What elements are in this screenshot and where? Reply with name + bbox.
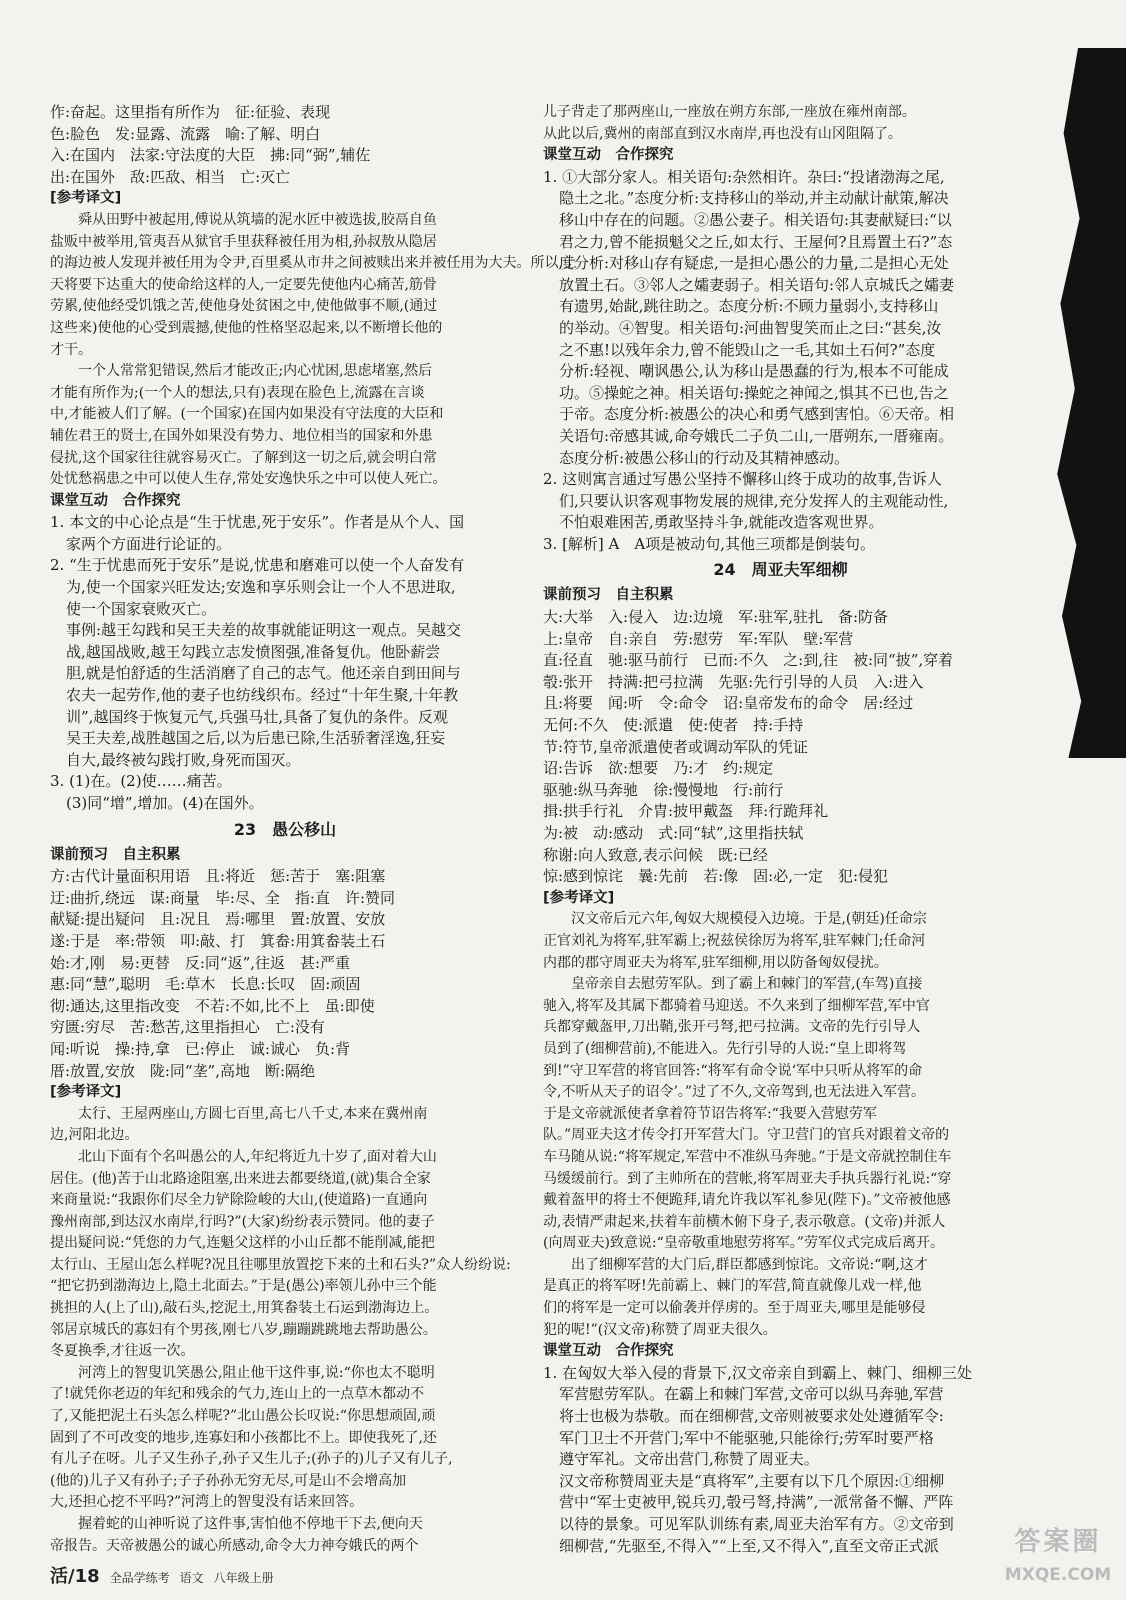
answer-line: 自大,最终被勾践打败,身死而国灭。 bbox=[66, 750, 301, 769]
section-heading: 课堂互动 合作探究 bbox=[50, 492, 181, 509]
translation-line: 北山下面有个名叫愚公的人,年纪将近九十岁了,面对着大山 bbox=[50, 1148, 437, 1165]
text-line: 惠:同“慧”,聪明 毛:草木 长息:长叹 固:顽固 bbox=[50, 975, 361, 994]
translation-line: 员到了(细柳营前),不能进入。先行引导的人说:“皇上即将驾 bbox=[543, 1040, 907, 1057]
text-line: 为:被 动:感动 式:同“轼”,这里指扶轼 bbox=[543, 824, 804, 842]
torn-page-edge bbox=[1046, 48, 1126, 758]
answer-line: 分析:轻视、嘲讽愚公,认为移山是愚蠢的行为,根本不可能成 bbox=[559, 362, 949, 381]
answer-line: 关语句:帝感其诚,命夸娥氏二子负二山,一厝朔东,一厝雍南。 bbox=[559, 426, 954, 445]
translation-line: 天将要下达重大的使命给这样的人,一定要先使他内心痛苦,筋骨 bbox=[50, 276, 437, 293]
watermark-bottom: MXQE.COM bbox=[1004, 1565, 1112, 1585]
translation-line: (他的)儿子又有孙子;子子孙孙无穷无尽,可是山不会增高加 bbox=[50, 1472, 407, 1489]
page-number bbox=[50, 1562, 100, 1588]
text-line: 2. 这则寓言通过写愚公坚持不懈移山终于成功的故事,告诉人 bbox=[543, 470, 942, 489]
answer-line: 不怕艰难困苦,勇敢坚持斗争,就能改造客观世界。 bbox=[559, 513, 884, 532]
text-line: 称谢:向人致意,表示问候 既:已经 bbox=[543, 845, 768, 864]
watermark-top: 答案圈 bbox=[1014, 1527, 1102, 1557]
text-line: 出:在国外 敌:匹敌、相当 亡:灭亡 bbox=[50, 167, 291, 186]
answer-line: (3)同“增”,增加。(4)在国外。 bbox=[66, 794, 264, 812]
translation-line: 了!就凭你老迈的年纪和残余的气力,连山上的一点草木都动不 bbox=[50, 1386, 425, 1403]
translation-line: 固到了不可改变的地步,连寡妇和小孩都比不上。即使我死了,还 bbox=[50, 1429, 437, 1446]
answer-line: 使一个国家衰败灭亡。 bbox=[66, 599, 217, 618]
text-line: 驱驰:纵马奔驰 徐:慢慢地 行:前行 bbox=[543, 780, 784, 799]
answer-line: 有遗男,始龀,跳往助之。态度分析:不顾力量弱小,支持移山 bbox=[559, 297, 939, 316]
translation-line: 提出疑问说:“凭您的力气,连魁父这样的小山丘都不能削减,能把 bbox=[50, 1235, 435, 1252]
section-heading: 课前预习 自主积累 bbox=[50, 846, 181, 863]
translation-line: 于是文帝就派使者拿着符节诏告将军:“我要入营慰劳军 bbox=[543, 1105, 877, 1122]
answer-line: 们,只要认识客观事物发展的规律,充分发挥人的主观能动性, bbox=[559, 491, 949, 510]
section-heading: 课堂互动 合作探究 bbox=[543, 147, 674, 164]
translation-line: 太行、王屋两座山,方圆七百里,高七八千丈,本来在冀州南 bbox=[50, 1105, 428, 1122]
answer-line: 军门卫士不开营门;军中不能驱驰,只能徐行;劳军时要严格 bbox=[559, 1428, 934, 1447]
section-heading: 课前预习 自主积累 bbox=[543, 587, 674, 604]
translation-line: 握着蛇的山神听说了这件事,害怕他不停地干下去,便向天 bbox=[50, 1516, 423, 1532]
translation-line: 侵扰,这个国家往往就容易灭亡。了解到这一切之后,就会明白常 bbox=[50, 449, 437, 466]
text-line: 彻:通达,这里指改变 不若:不如,比不上 虽:即使 bbox=[50, 996, 375, 1015]
translation-line: 犯的呢!”(汉文帝)称赞了周亚夫很久。 bbox=[543, 1321, 777, 1338]
text-line: 惊:感到惊诧 曩:先前 若:像 固:必,一定 犯:侵犯 bbox=[543, 867, 889, 886]
answer-line: 营中“军士吏被甲,锐兵刃,彀弓弩,持满”,一派常备不懈、严阵 bbox=[559, 1493, 954, 1512]
page-footer bbox=[50, 1562, 274, 1588]
text-line: 彀:张开 持满:把弓拉满 先驱:先行引导的人员 入:进入 bbox=[543, 672, 924, 691]
answer-line: 功。⑤操蛇之神。相关语句:操蛇之神闻之,惧其不已也,告之 bbox=[559, 383, 949, 402]
translation-line: 帝报告。天帝被愚公的诚心所感动,命令大力神夸娥氏的两个 bbox=[50, 1537, 419, 1554]
right-column bbox=[543, 102, 1018, 1557]
answer-line: 君之力,曾不能损魁父之丘,如太行、王屋何?且焉置土石?”态 bbox=[559, 232, 953, 251]
text-line: 献疑:提出疑问 且:况且 焉:哪里 置:放置、安放 bbox=[50, 910, 386, 929]
page-number-value: 18 bbox=[74, 1566, 100, 1587]
translation-line: 是真正的将军呀!先前霸上、棘门的军营,简直就像儿戏一样,他 bbox=[543, 1278, 922, 1295]
answer-line: 隐土之北。”态度分析:支持移山的举动,并主动献计献策,解决 bbox=[559, 189, 949, 208]
text-line: 始:才,刚 易:更替 反:同“返”,往返 甚:严重 bbox=[50, 953, 351, 972]
left-column bbox=[50, 102, 577, 1557]
translation-line: 才干。 bbox=[50, 341, 92, 358]
translation-line: 太行山、王屋山怎么样呢?况且往哪里放置挖下来的土和石头?”众人纷纷说: bbox=[50, 1256, 511, 1273]
translation-line: 盐贩中被举用,管夷吾从狱官手里获释被任用为相,孙叔敖从隐居 bbox=[50, 233, 437, 250]
translation-line: 驰入,将军及其属下都骑着马迎送。不久来到了细柳军营,军中官 bbox=[543, 997, 930, 1014]
answer-line: 家两个方面进行论证的。 bbox=[66, 534, 232, 553]
answer-line: 训”,越国终于恢复元气,兵强马壮,具备了复仇的条件。反观 bbox=[66, 707, 448, 726]
text-line: 色:脸色 发:显露、流露 喻:了解、明白 bbox=[50, 124, 321, 143]
text-line: 迂:曲折,绕远 谋:商量 毕:尽、全 指:直 许:赞同 bbox=[50, 888, 396, 907]
translation-line: 皇帝亲自去慰劳军队。到了霸上和棘门的军营,(车驾)直接 bbox=[543, 976, 923, 993]
section-heading: [参考译文] bbox=[50, 190, 122, 207]
answer-line: 遵守军礼。文帝出营门,称赞了周亚夫。 bbox=[559, 1450, 819, 1469]
section-heading: [参考译文] bbox=[543, 889, 615, 906]
translation-line: 有儿子在呀。儿子又生孙子,孙子又生儿子;(孙子的)儿子又有儿子, bbox=[50, 1451, 453, 1468]
translation-line: 儿子背走了那两座山,一座放在朔方东部,一座放在雍州南部。 bbox=[543, 104, 916, 120]
translation-line: 动,表情严肃起来,扶着车前横木俯下身子,表示敬意。(文帝)并派人 bbox=[543, 1213, 946, 1230]
text-line: 作:奋起。这里指有所作为 征:征验、表现 bbox=[50, 103, 331, 121]
text-line: 上:皇帝 自:亲自 劳:慰劳 军:军队 壁:军营 bbox=[543, 629, 854, 648]
translation-line: 汉文帝后元六年,匈奴大规模侵入边境。于是,(朝廷)任命宗 bbox=[543, 911, 927, 928]
translation-line: 大,还担心挖不平吗?”河湾上的智叟没有话来回答。 bbox=[50, 1494, 364, 1511]
translation-line: “把它扔到渤海边上,隐土北面去。”于是(愚公)率领儿孙中三个能 bbox=[50, 1278, 437, 1295]
answer-line: 农夫一起劳作,他的妻子也纺线织布。经过“十年生聚,十年教 bbox=[66, 686, 459, 705]
translation-line: 劳累,使他经受饥饿之苦,使他身处贫困之中,使他做事不顺,(通过 bbox=[50, 298, 438, 315]
translation-line: 居住。(他)苦于山北路途阻塞,出来进去都要绕道,(就)集合全家 bbox=[50, 1170, 431, 1187]
translation-line: 们的将军是一定可以偷袭并俘虏的。至于周亚夫,哪里是能够侵 bbox=[543, 1300, 926, 1317]
translation-line: 中,才能被人们了解。(一个国家)在国内如果没有守法度的大臣和 bbox=[50, 406, 444, 423]
text-line: 穷匮:穷尽 苦:愁苦,这里指担心 亡:没有 bbox=[50, 1018, 325, 1037]
translation-line: 邻居京城氏的寡妇有个男孩,刚七八岁,蹦蹦跳跳地去帮助愚公。 bbox=[50, 1321, 437, 1338]
answer-line: 战,越国战败,越王勾践立志发愤图强,准备复仇。他卧薪尝 bbox=[66, 642, 441, 661]
translation-line: 车马随从说:“将军规定,军营中不准纵马奔驰。”于是文帝就控制住车 bbox=[543, 1148, 952, 1165]
answer-line: 胆,就是怕舒适的生活消磨了自己的志气。他还亲自到田间与 bbox=[66, 664, 461, 683]
translation-line: 从此以后,冀州的南部直到汉水南岸,再也没有山冈阻隔了。 bbox=[543, 125, 902, 142]
answer-line: 移山中存在的问题。②愚公妻子。相关语句:其妻献疑曰:“以 bbox=[559, 210, 952, 229]
translation-line: 才能有所作为;(一个人的想法,只有)表现在脸色上,流露在言谈 bbox=[50, 384, 425, 401]
answer-line: 事例:越王勾践和吴王夫差的故事就能证明这一观点。吴越交 bbox=[66, 621, 462, 640]
text-line: 节:符节,皇帝派遣使者或调动军队的凭证 bbox=[543, 737, 808, 756]
answer-line: 之不惠!以残年余力,曾不能毁山之一毛,其如土石何?”态度 bbox=[559, 340, 936, 359]
text-line: 直:径直 驰:驱马前行 已而:不久 之:到,往 被:同“披”,穿着 bbox=[543, 651, 954, 670]
grade: 八年级上册 bbox=[213, 1571, 274, 1585]
text-line: 大:大举 入:侵入 边:边境 军:驻军,驻扎 备:防备 bbox=[543, 608, 889, 627]
translation-line: 冬夏换季,才往返一次。 bbox=[50, 1343, 195, 1360]
answer-line: 汉文帝称赞周亚夫是“真将军”,主要有以下几个原因:①细柳 bbox=[559, 1471, 945, 1490]
subject: 语文 bbox=[179, 1571, 204, 1585]
translation-line: 舜从田野中被起用,傅说从筑墙的泥水匠中被选拔,胶鬲自鱼 bbox=[50, 211, 437, 228]
text-line: 无何:不久 使:派遣 使:使者 持:手持 bbox=[543, 716, 804, 735]
translation-line: 这些来)使他的心受到震撼,使他的性格坚忍起来,以不断增长他的 bbox=[50, 319, 443, 336]
translation-line: 正官刘礼为将军,驻军霸上;祝兹侯徐厉为将军,驻军棘门;任命河 bbox=[543, 932, 926, 949]
text-line: 揖:拱手行礼 介胄:披甲戴盔 拜:行跪拜礼 bbox=[543, 802, 829, 821]
translation-line: 辅佐君王的贤士,在国外如果没有势力、地位相当的国家和外患 bbox=[50, 427, 433, 444]
translation-line: 一个人常常犯错误,然后才能改正;内心忧困,思虑堵塞,然后 bbox=[50, 363, 433, 380]
translation-line: 挑担的人(上了山),敲石头,挖泥土,用箕畚装土石运到渤海边上。 bbox=[50, 1300, 439, 1317]
text-line: 1. ①大部分家人。相关语句:杂然相许。杂曰:“投诸渤海之尾, bbox=[543, 167, 945, 186]
watermark-logo bbox=[996, 1520, 1120, 1596]
text-line: 1. 在匈奴大举入侵的背景下,汉文帝亲自到霸上、棘门、细柳三处 bbox=[543, 1363, 972, 1382]
section-heading: 课堂互动 合作探究 bbox=[543, 1343, 674, 1360]
translation-line: 队。”周亚夫这才传令打开军营大门。守卫营门的官兵对跟着文帝的 bbox=[543, 1127, 950, 1144]
translation-line: 马缓缓前行。到了主帅所在的营帐,将军周亚夫手执兵器行礼说:“穿 bbox=[543, 1170, 952, 1187]
answer-line: 度分析:对移山存有疑虑,一是担心愚公的力量,二是担心无处 bbox=[559, 254, 949, 273]
translation-line: 内郡的郡守周亚夫为将军,驻军细柳,用以防备匈奴侵扰。 bbox=[543, 954, 888, 971]
answer-line: 以待的景象。可见军队训练有素,周亚夫治军有方。②文帝到 bbox=[559, 1515, 954, 1533]
answer-line: 于帝。态度分析:被愚公的决心和勇气感到害怕。⑥天帝。相 bbox=[559, 405, 955, 424]
translation-line: 了,又能把泥土石头怎么样呢?”北山愚公长叹说:“你思想顽固,顽 bbox=[50, 1408, 436, 1425]
text-line: 3. (1)在。(2)使……痛苦。 bbox=[50, 772, 232, 791]
answer-line: 为,使一个国家兴旺发达;安逸和享乐则会让一个人不思进取, bbox=[66, 578, 456, 597]
text-line: 闻:听说 操:持,拿 已:停止 诚:诚心 负:背 bbox=[50, 1039, 351, 1058]
text-line: 且:将要 闻:听 令:命令 诏:皇帝发布的命令 居:经过 bbox=[543, 694, 914, 713]
text-line: 诏:告诉 欲:想要 乃:才 约:规定 bbox=[543, 759, 774, 778]
answer-line: 细柳营,“先驱至,不得入”“上至,又不得入”,直至文帝正式派 bbox=[559, 1536, 939, 1555]
answer-line: 的举动。④智叟。相关语句:河曲智叟笑而止之曰:“甚矣,汝 bbox=[559, 318, 942, 337]
section-heading: [参考译文] bbox=[50, 1084, 122, 1101]
translation-line: 边,河阳北边。 bbox=[50, 1127, 139, 1144]
text-line: 厝:放置,安放 陇:同“垄”,高地 断:隔绝 bbox=[50, 1061, 316, 1080]
text-line: 入:在国内 法家:守法度的大臣 拂:同“弼”,辅佐 bbox=[50, 146, 371, 165]
translation-line: 戴着盔甲的将士不便跪拜,请允许我以军礼参见(陛下)。”文帝被他感 bbox=[543, 1192, 951, 1209]
translation-line: 兵都穿戴盔甲,刀出鞘,张开弓弩,把弓拉满。文帝的先行引导人 bbox=[543, 1019, 921, 1036]
translation-line: 来商量说:“我跟你们尽全力铲除险峻的大山,(使道路)一直通向 bbox=[50, 1192, 428, 1209]
translation-line: 令,不听从天子的诏令’。”过了不久,文帝驾到,也无法进入军营。 bbox=[543, 1084, 925, 1101]
book-name: 全品学练考 bbox=[109, 1571, 170, 1585]
answer-line: 放置土石。③邻人之孀妻弱子。相关语句:邻人京城氏之孀妻 bbox=[559, 275, 955, 294]
text-line: 3. [解析] A A项是被动句,其他三项都是倒装句。 bbox=[543, 534, 875, 553]
answer-line: 将士也极为恭敬。而在细柳营,文帝则被要求处处遵循军令: bbox=[559, 1407, 944, 1426]
page-prefix: 活/ bbox=[50, 1566, 75, 1587]
translation-line: 出了细柳军营的大门后,群臣都感到惊诧。文帝说:“啊,这才 bbox=[543, 1256, 928, 1273]
text-line: 遂:于是 率:带领 叩:敲、打 箕畚:用箕畚装土石 bbox=[50, 931, 386, 950]
translation-line: (向周亚夫)致意说:“皇帝敬重地慰劳将军。”劳军仪式完成后离开。 bbox=[543, 1235, 944, 1252]
answer-line: 军营慰劳军队。在霸上和棘门军营,文帝可以纵马奔驰,军营 bbox=[559, 1385, 944, 1404]
answer-line: 态度分析:被愚公移山的行动及其精神感动。 bbox=[559, 448, 850, 467]
text-line: 2. “生于忧患而死于安乐”是说,忧患和磨难可以使一个人奋发有 bbox=[50, 556, 465, 575]
lesson-title: 23 愚公移山 bbox=[233, 819, 337, 839]
translation-line: 豫州南部,到达汉水南岸,行吗?”(大家)纷纷表示赞同。他的妻子 bbox=[50, 1213, 435, 1230]
answer-line: 吴王夫差,战胜越国之后,以为后患已除,生活骄奢淫逸,狂妄 bbox=[66, 729, 446, 748]
translation-line: 到!”守卫军营的将官回答:“将军有命令说‘军中只听从将军的命 bbox=[543, 1062, 923, 1079]
translation-line: 河湾上的智叟讥笑愚公,阻止他干这件事,说:“你也太不聪明 bbox=[50, 1364, 435, 1381]
translation-line: 的海边被人发现并被任用为令尹,百里奚从市井之间被赎出来并被任用为大夫。所以,上 bbox=[50, 255, 577, 272]
lesson-title: 24 周亚夫军细柳 bbox=[713, 560, 848, 580]
translation-line: 处忧愁祸患之中可以使人生存,常处安逸快乐之中可以使人死亡。 bbox=[50, 471, 447, 488]
text-line: 方:古代计量面积用语 且:将近 惩:苦于 塞:阻塞 bbox=[50, 867, 386, 886]
text-line: 1. 本文的中心论点是“生于忧患,死于安乐”。作者是从个人、国 bbox=[50, 513, 465, 532]
